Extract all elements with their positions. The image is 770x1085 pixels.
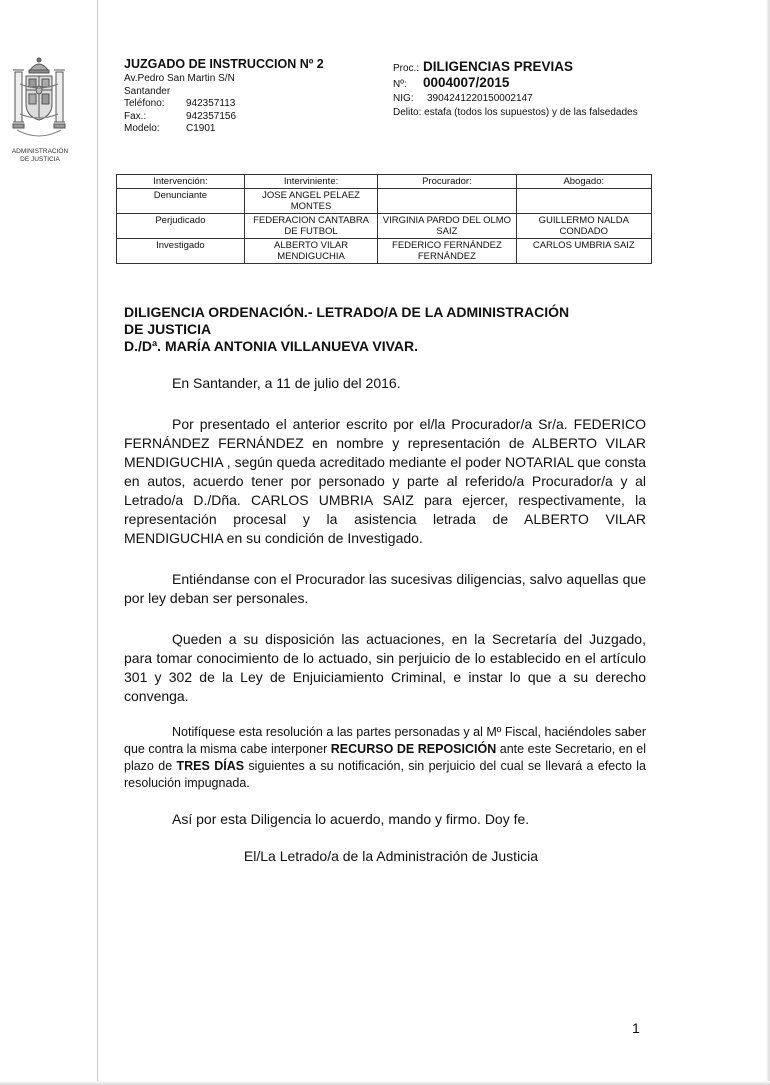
page-number: 1 bbox=[632, 1020, 640, 1036]
paragraph-notifications: Entiéndanse con el Procurador las sucesivas diligencias, salvo aquellas que por ley deban ser personales. bbox=[124, 571, 646, 606]
proc-nig: NIG: 3904241220150002147 bbox=[393, 93, 533, 104]
page-edge-shadow-bottom bbox=[0, 1081, 770, 1085]
court-city: Santander bbox=[124, 85, 171, 97]
table-header-cell: Intervención: bbox=[117, 175, 245, 189]
table-cell: GUILLERMO NALDA CONDADO bbox=[516, 214, 651, 239]
court-fax: Fax.: 942357156 bbox=[124, 110, 237, 122]
table-cell: Investigado bbox=[117, 239, 245, 264]
proceeding-header bbox=[393, 60, 713, 120]
table-header-cell: Abogado: bbox=[516, 175, 651, 189]
parties-table bbox=[116, 174, 652, 264]
document-heading: DILIGENCIA ORDENACIÓN.- LETRADO/A DE LA ADMINISTRACIÓN DE JUSTICIA D./Dª. MARÍA ANTONIA VILLANUEVA VIVAR. bbox=[124, 304, 570, 354]
paragraph-proceedings: Queden a su disposición las actuaciones, en la Secretaría del Juzgado, para tomar conocimiento de lo actuado, sin perjuicio de lo establecido en el artículo 301 y 302 de la Ley de Enjuiciamiento Criminal, e instar lo que a su derecho convenga. bbox=[124, 631, 646, 704]
court-address: Av.Pedro San Martin S/N bbox=[124, 73, 235, 84]
page-edge-shadow bbox=[766, 0, 770, 1085]
court-model: Modelo: C1901 bbox=[124, 123, 216, 134]
table-cell bbox=[516, 189, 651, 214]
court-header bbox=[124, 57, 374, 136]
table-cell: CARLOS UMBRIA SAIZ bbox=[516, 239, 651, 264]
paragraph-appeal: Notifíquese esta resolución a las partes personadas y al Mº Fiscal, haciéndoles saber que contra la misma cabe interponer RECURSO DE REPOSICIÓN ante este Secretario, en el plazo de TRES DÍAS siguientes a su notificación, sin perjuicio del cual se llevará a efecto la resolución impugnada. bbox=[124, 725, 646, 790]
document-body bbox=[124, 374, 646, 866]
table-cell: Denunciante bbox=[117, 189, 245, 214]
table-cell: ALBERTO VILAR MENDIGUCHIA bbox=[244, 239, 377, 264]
paragraph-representation: Por presentado el anterior escrito por el/la Procurador/a Sr/a. FEDERICO FERNÁNDEZ FERNÁNDEZ en nombre y representación de ALBERTO VILAR MENDIGUCHIA , según queda acreditado mediante el poder NOTARIAL que consta en autos, acuerdo tener por personado y parte al referido/a Procurador/a y al Letrado/a D./Dña. CARLOS UMBRIA SAIZ para ejercer, respectivamente, la representación procesal y la asistencia letrada de ALBERTO VILAR MENDIGUCHIA en su condición de Investigado. bbox=[124, 416, 646, 546]
proc-crime: Delito: estafa (todos los supuestos) y de las falsedades bbox=[393, 107, 638, 118]
table-cell bbox=[378, 189, 516, 214]
court-phone: Teléfono: 942357113 bbox=[124, 98, 236, 109]
closing-formula: Así por esta Diligencia lo acuerdo, mando y firmo. Doy fe. bbox=[172, 811, 530, 827]
date-line: En Santander, a 11 de julio del 2016. bbox=[172, 375, 401, 391]
coat-of-arms-icon bbox=[12, 56, 66, 142]
page-margin-rule bbox=[97, 0, 98, 1085]
table-cell: FEDERACION CANTABRA DE FUTBOL bbox=[244, 214, 377, 239]
table-row bbox=[117, 214, 652, 239]
court-name: JUZGADO DE INSTRUCCION Nº 2 bbox=[124, 57, 324, 71]
table-header-cell: Procurador: bbox=[378, 175, 516, 189]
table-cell: FEDERICO FERNÁNDEZ FERNÁNDEZ bbox=[378, 239, 516, 264]
table-header-row bbox=[117, 175, 652, 189]
proc-number: Nº: 0004007/2015 bbox=[393, 75, 510, 90]
proc-type: Proc.: DILIGENCIAS PREVIAS bbox=[393, 59, 574, 74]
crest-caption: ADMINISTRACIÓN DE JUSTICIA bbox=[11, 148, 69, 163]
table-header-cell: Interviniente: bbox=[244, 175, 377, 189]
signature-line: El/La Letrado/a de la Administración de Justicia bbox=[243, 848, 539, 864]
table-cell: Perjudicado bbox=[117, 214, 245, 239]
table-cell: VIRGINIA PARDO DEL OLMO SAIZ bbox=[378, 214, 516, 239]
table-row bbox=[117, 189, 652, 214]
table-row bbox=[117, 239, 652, 264]
table-cell: JOSE ANGEL PELAEZ MONTES bbox=[244, 189, 377, 214]
